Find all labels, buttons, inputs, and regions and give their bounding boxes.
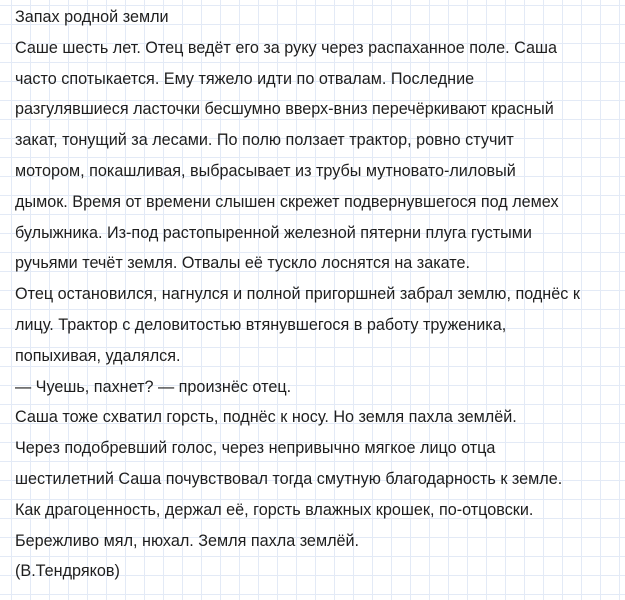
text-line: лицу. Трактор с деловитостью втянувшегося в работу труженика, (15, 315, 507, 334)
document-title: Запах родной земли (15, 8, 169, 26)
text-line: шестилетний Саша почувствовал тогда смутную благодарность к земле. (15, 469, 563, 488)
text-line: ручьями течёт земля. Отвалы её тускло лоснятся на закате. (15, 254, 471, 273)
document-text (15, 2, 620, 587)
text-line: Как драгоценность, держал её, горсть влажных крошек, по-отцовски. (15, 500, 534, 519)
text-line: закат, тонущий за лесами. По полю ползает трактор, ровно стучит (15, 131, 514, 150)
author-attribution: (В.Тендряков) (15, 562, 120, 581)
text-line: Саше шесть лет. Отец ведёт его за руку через распаханное поле. Саша (15, 38, 557, 57)
text-line: Саша тоже схватил горсть, поднёс к носу. Но земля пахла землёй. (15, 408, 517, 427)
text-line: булыжника. Из-под растопыренной железной пятерни плуга густыми (15, 223, 532, 242)
text-line: Бережливо мял, нюхал. Земля пахла землёй. (15, 531, 360, 550)
text-line: Отец остановился, нагнулся и полной пригоршней забрал землю, поднёс к (15, 285, 580, 304)
text-line: разгулявшиеся ласточки бесшумно вверх-вниз перечёркивают красный (15, 100, 554, 119)
text-line: дымок. Время от времени слышен скрежет подвернувшегося под лемех (15, 192, 559, 211)
text-line: Через подобревший голос, через непривычно мягкое лицо отца (15, 439, 496, 458)
text-line: часто спотыкается. Ему тяжело идти по отвалам. Последние (15, 69, 475, 88)
text-line: — Чуешь, пахнет? — произнёс отец. (15, 377, 292, 396)
text-line: мотором, покашливая, выбрасывает из трубы мутновато-лиловый (15, 161, 516, 180)
text-line: попыхивая, удалялся. (15, 346, 181, 365)
